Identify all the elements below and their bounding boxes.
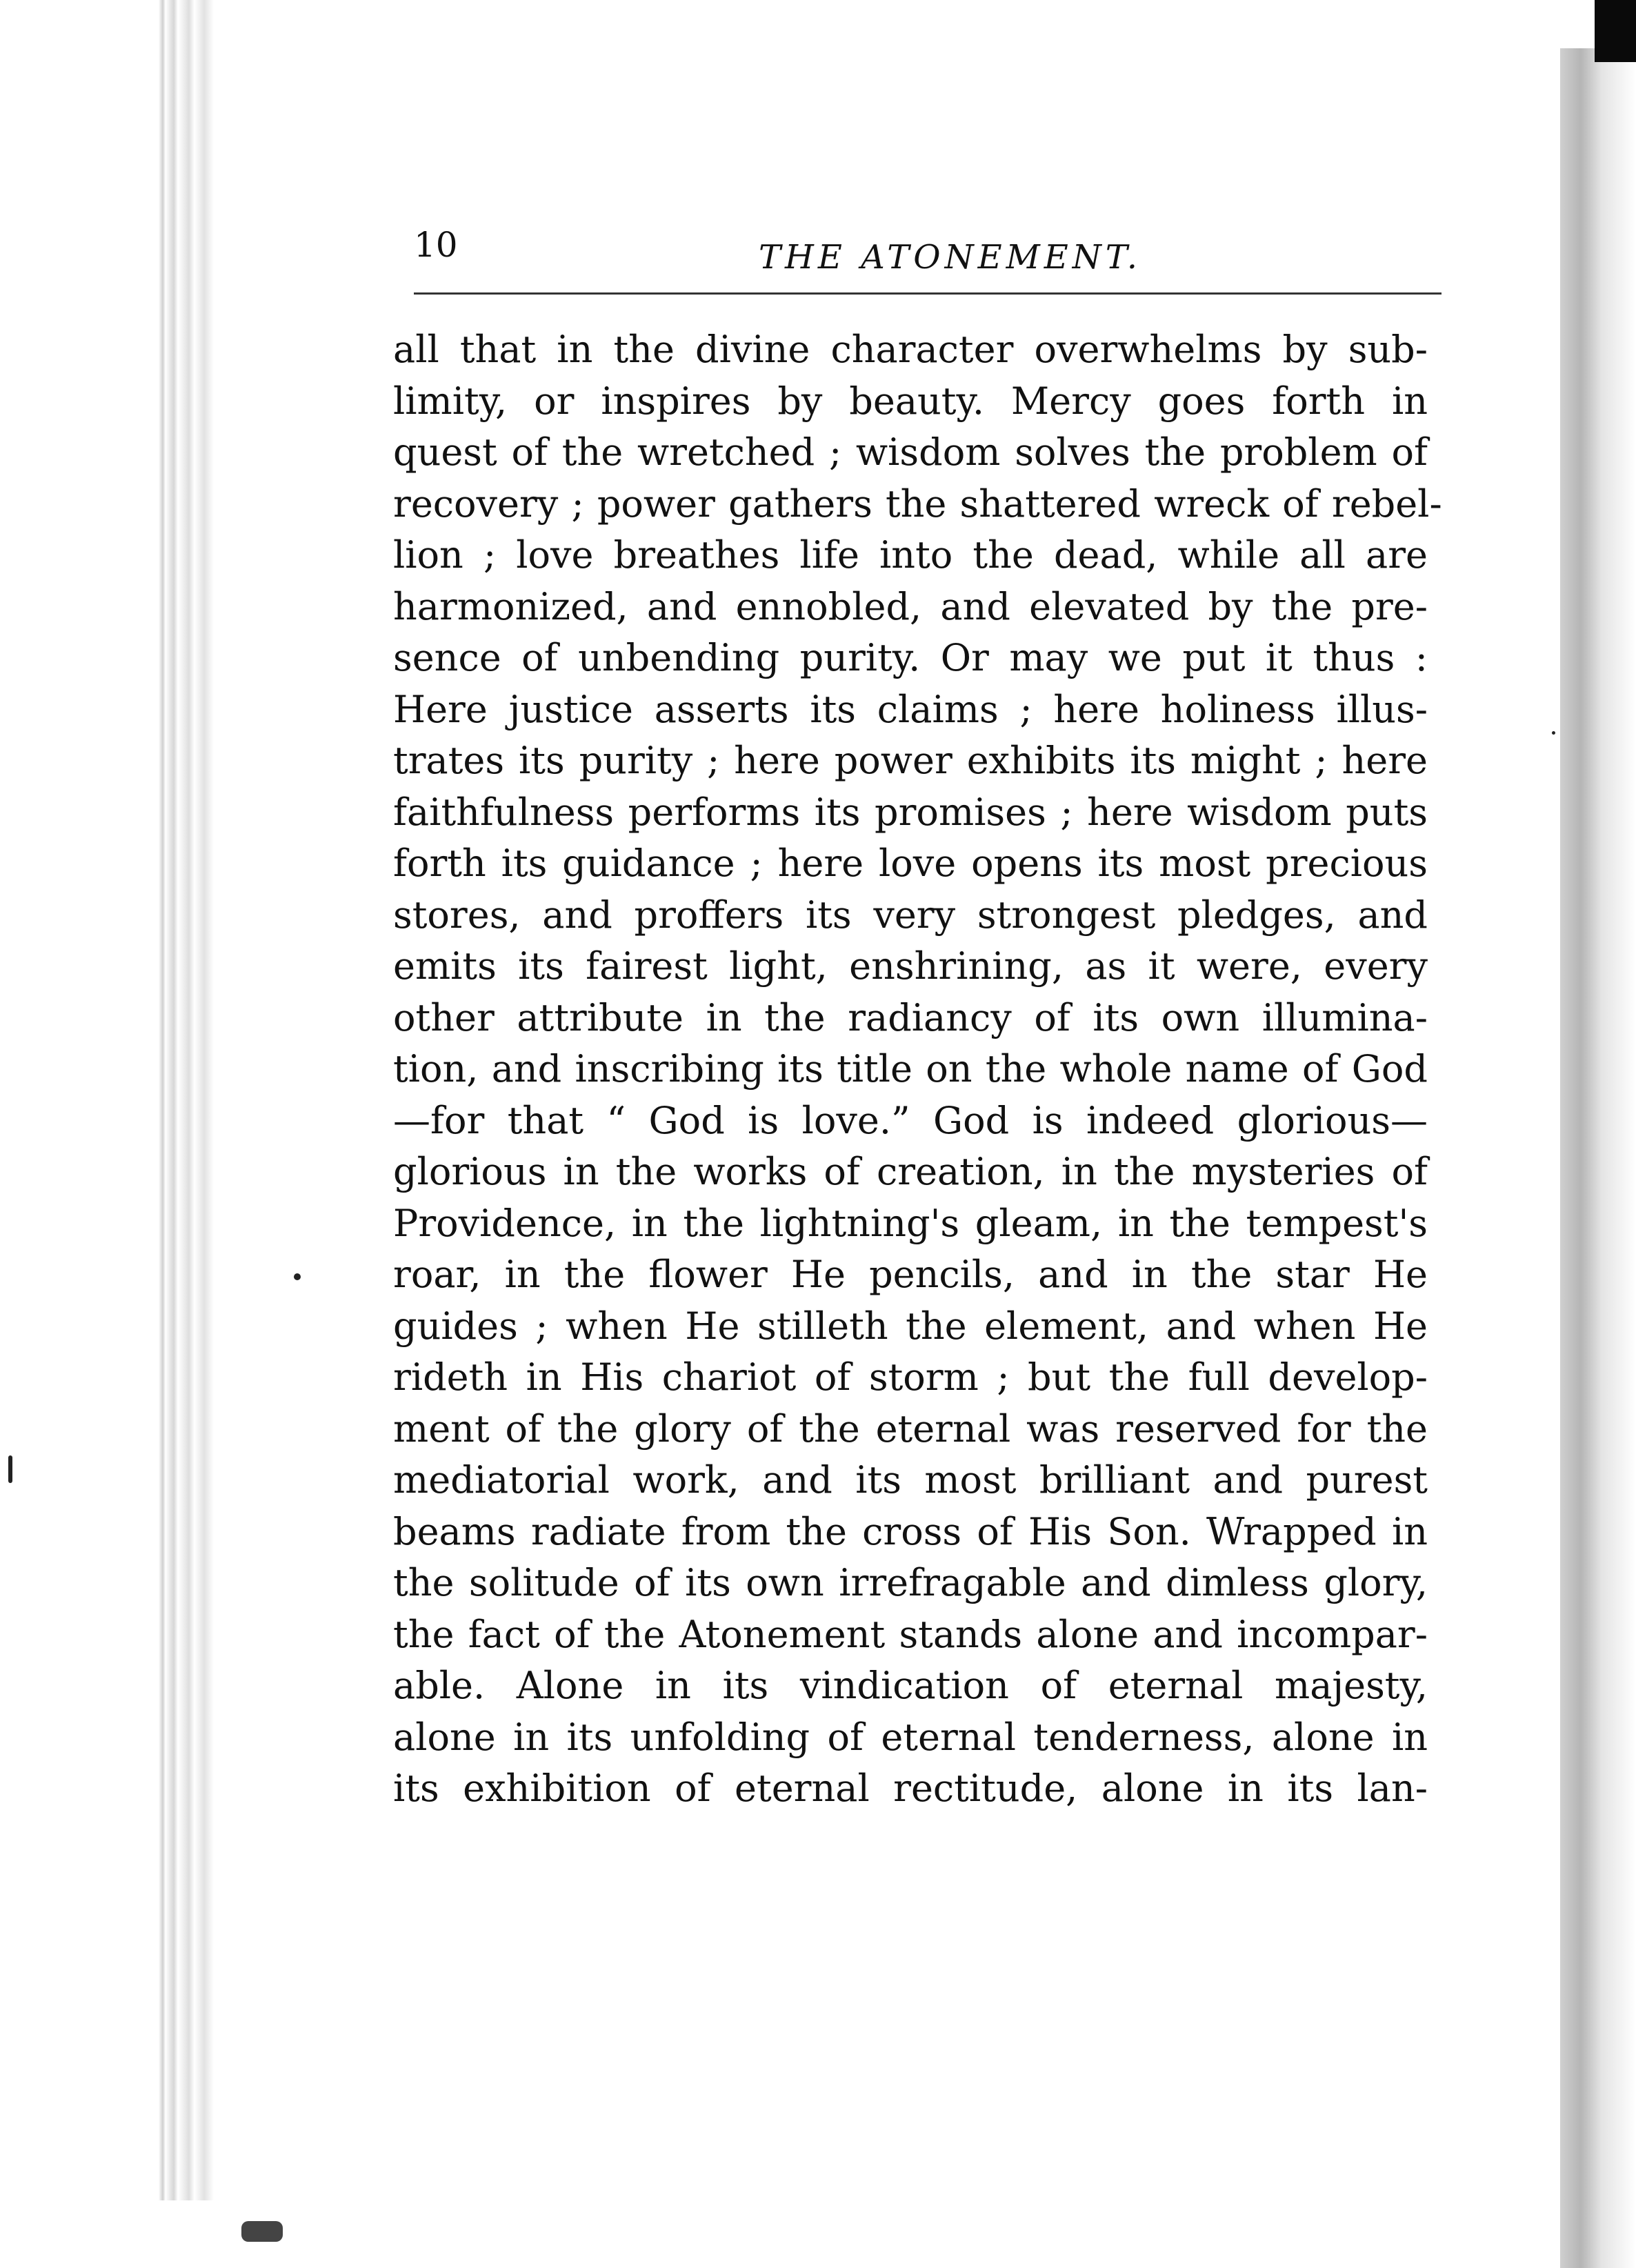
text-line: quest of the wretched ; wisdom solves the problem of <box>393 430 1428 474</box>
running-head <box>414 221 1448 297</box>
text-line: Here justice asserts its claims ; here holiness illus- <box>393 687 1428 731</box>
text-line: stores, and proffers its very strongest pledges, and <box>393 893 1428 937</box>
scan-speck <box>1552 731 1555 735</box>
text-line: guides ; when He stilleth the element, and when He <box>393 1304 1428 1348</box>
page-gutter-shadow <box>1560 48 1636 2268</box>
text-line: the solitude of its own irrefragable and dimless glory, <box>393 1561 1428 1604</box>
text-line: other attribute in the radiancy of its own illumina- <box>393 995 1428 1040</box>
body-text <box>393 324 1442 1815</box>
text-line: rideth in His chariot of storm ; but the full develop- <box>393 1355 1428 1399</box>
text-line: —for that “ God is love.” God is indeed glorious— <box>393 1098 1428 1142</box>
text-line: harmonized, and ennobled, and elevated by the pre- <box>393 584 1428 628</box>
text-line: all that in the divine character overwhelms by sub- <box>393 328 1428 371</box>
page-number: 10 <box>414 225 458 265</box>
text-line: able. Alone in its vindication of eternal majesty, <box>393 1664 1428 1707</box>
text-line: forth its guidance ; here love opens its most precious <box>393 842 1428 885</box>
text-line: roar, in the flower He pencils, and in the star He <box>393 1253 1428 1296</box>
page-binding-edge <box>159 0 214 2200</box>
text-line: lion ; love breathes life into the dead, while all are <box>393 533 1428 577</box>
text-line: faithfulness performs its promises ; here wisdom puts <box>393 790 1428 834</box>
text-line: Providence, in the lightning's gleam, in the tempest's <box>393 1201 1428 1245</box>
text-line: recovery ; power gathers the shattered wreck of rebel- <box>393 481 1442 526</box>
text-line: trates its purity ; here power exhibits its might ; here <box>393 739 1428 782</box>
scan-speck <box>8 1455 12 1483</box>
running-title: THE ATONEMENT. <box>759 238 1142 277</box>
text-line: beams radiate from the cross of His Son. Wrapped in <box>393 1509 1428 1553</box>
text-line: ment of the glory of the eternal was reserved for the <box>393 1406 1428 1451</box>
scan-speck <box>294 1273 301 1280</box>
text-line: tion, and inscribing its title on the whole name of God <box>393 1047 1428 1091</box>
text-line: glorious in the works of creation, in the mysteries of <box>393 1150 1428 1193</box>
text-line: sence of unbending purity. Or may we put it thus : <box>393 636 1428 679</box>
text-line: limity, or inspires by beauty. Mercy goes forth in <box>393 379 1428 423</box>
text-line: alone in its unfolding of eternal tenderness, alone in <box>393 1715 1428 1759</box>
text-line: the fact of the Atonement stands alone and incompar- <box>393 1612 1428 1656</box>
scan-corner-mark <box>1595 0 1636 62</box>
scan-speck <box>241 2221 283 2242</box>
text-line: mediatorial work, and its most brilliant and purest <box>393 1458 1428 1502</box>
text-line: its exhibition of eternal rectitude, alone in its lan- <box>393 1767 1428 1810</box>
text-line: emits its fairest light, enshrining, as it were, every <box>393 944 1428 988</box>
header-rule <box>414 292 1442 295</box>
